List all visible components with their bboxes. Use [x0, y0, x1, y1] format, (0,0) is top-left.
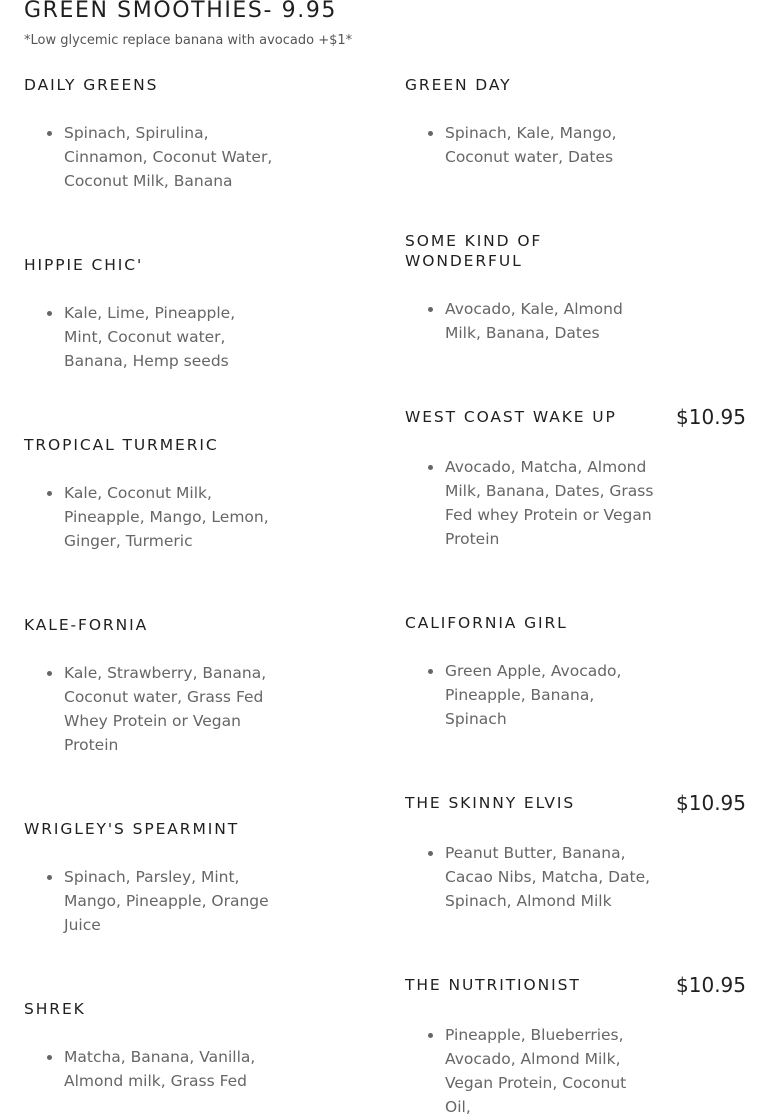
- item-ingredients: Kale, Coconut Milk, Pineapple, Mango, Lemon, Ginger, Turmeric: [24, 481, 274, 553]
- menu-item-kale-fornia: [24, 615, 274, 757]
- item-name: THE NUTRITIONIST: [405, 976, 581, 994]
- item-name: SOME KIND OF WONDERFUL: [405, 232, 543, 270]
- ingredient-list: [405, 297, 655, 345]
- menu-title: GREEN SMOOTHIES- 9.95: [24, 0, 338, 23]
- item-name: THE SKINNY ELVIS: [405, 794, 576, 812]
- item-name: HIPPIE CHIC': [24, 256, 144, 274]
- item-ingredients: Avocado, Kale, Almond Milk, Banana, Dates: [405, 297, 655, 345]
- menu-item-tropical-turmeric: [24, 435, 274, 553]
- menu-item-west-coast-wake-up: [405, 407, 655, 551]
- ingredient-list: [24, 661, 274, 757]
- item-ingredients: Pineapple, Blueberries, Avocado, Almond Milk, Vegan Protein, Coconut Oil,: [405, 1023, 655, 1119]
- menu-item-the-nutritionist: [405, 975, 655, 1119]
- ingredient-list: [24, 865, 274, 937]
- ingredient-list: [405, 1023, 655, 1119]
- ingredient-list: [24, 121, 274, 193]
- item-ingredients: Matcha, Banana, Vanilla, Almond milk, Grass Fed: [24, 1045, 274, 1093]
- item-ingredients: Spinach, Kale, Mango, Coconut water, Dates: [405, 121, 655, 169]
- item-price: $10.95: [676, 973, 746, 997]
- item-price: $10.95: [676, 405, 746, 429]
- ingredient-list: [24, 1045, 274, 1093]
- menu-item-shrek: [24, 999, 274, 1093]
- item-ingredients: Peanut Butter, Banana, Cacao Nibs, Matcha, Date, Spinach, Almond Milk: [405, 841, 655, 913]
- ingredient-list: [24, 481, 274, 553]
- item-ingredients: Avocado, Matcha, Almond Milk, Banana, Dates, Grass Fed whey Protein or Vegan Protein: [405, 455, 655, 551]
- item-name: CALIFORNIA GIRL: [405, 614, 568, 632]
- item-name: GREEN DAY: [405, 76, 512, 94]
- item-ingredients: Spinach, Parsley, Mint, Mango, Pineapple, Orange Juice: [24, 865, 274, 937]
- item-name: DAILY GREENS: [24, 76, 159, 94]
- ingredient-list: [24, 301, 274, 373]
- item-name: TROPICAL TURMERIC: [24, 436, 219, 454]
- menu-item-wrigleys-spearmint: [24, 819, 274, 937]
- menu-item-hippie-chic: [24, 255, 274, 373]
- item-name: WEST COAST WAKE UP: [405, 408, 617, 426]
- ingredient-list: [405, 659, 655, 731]
- menu-item-some-kind-of-wonderful: [405, 231, 655, 345]
- menu-item-daily-greens: [24, 75, 274, 193]
- menu-item-green-day: [405, 75, 655, 169]
- item-ingredients: Kale, Strawberry, Banana, Coconut water, Grass Fed Whey Protein or Vegan Protein: [24, 661, 274, 757]
- ingredient-list: [405, 455, 655, 551]
- menu-item-the-skinny-elvis: [405, 793, 655, 913]
- item-ingredients: Spinach, Spirulina, Cinnamon, Coconut Water, Coconut Milk, Banana: [24, 121, 274, 193]
- item-name: SHREK: [24, 1000, 86, 1018]
- ingredient-list: [405, 841, 655, 913]
- item-price: $10.95: [676, 791, 746, 815]
- menu-item-california-girl: [405, 613, 655, 731]
- item-ingredients: Green Apple, Avocado, Pineapple, Banana, Spinach: [405, 659, 655, 731]
- item-name: WRIGLEY'S SPEARMINT: [24, 820, 240, 838]
- item-name: KALE-FORNIA: [24, 616, 149, 634]
- item-ingredients: Kale, Lime, Pineapple, Mint, Coconut water, Banana, Hemp seeds: [24, 301, 274, 373]
- ingredient-list: [405, 121, 655, 169]
- menu-note: *Low glycemic replace banana with avocado +$1*: [24, 33, 353, 48]
